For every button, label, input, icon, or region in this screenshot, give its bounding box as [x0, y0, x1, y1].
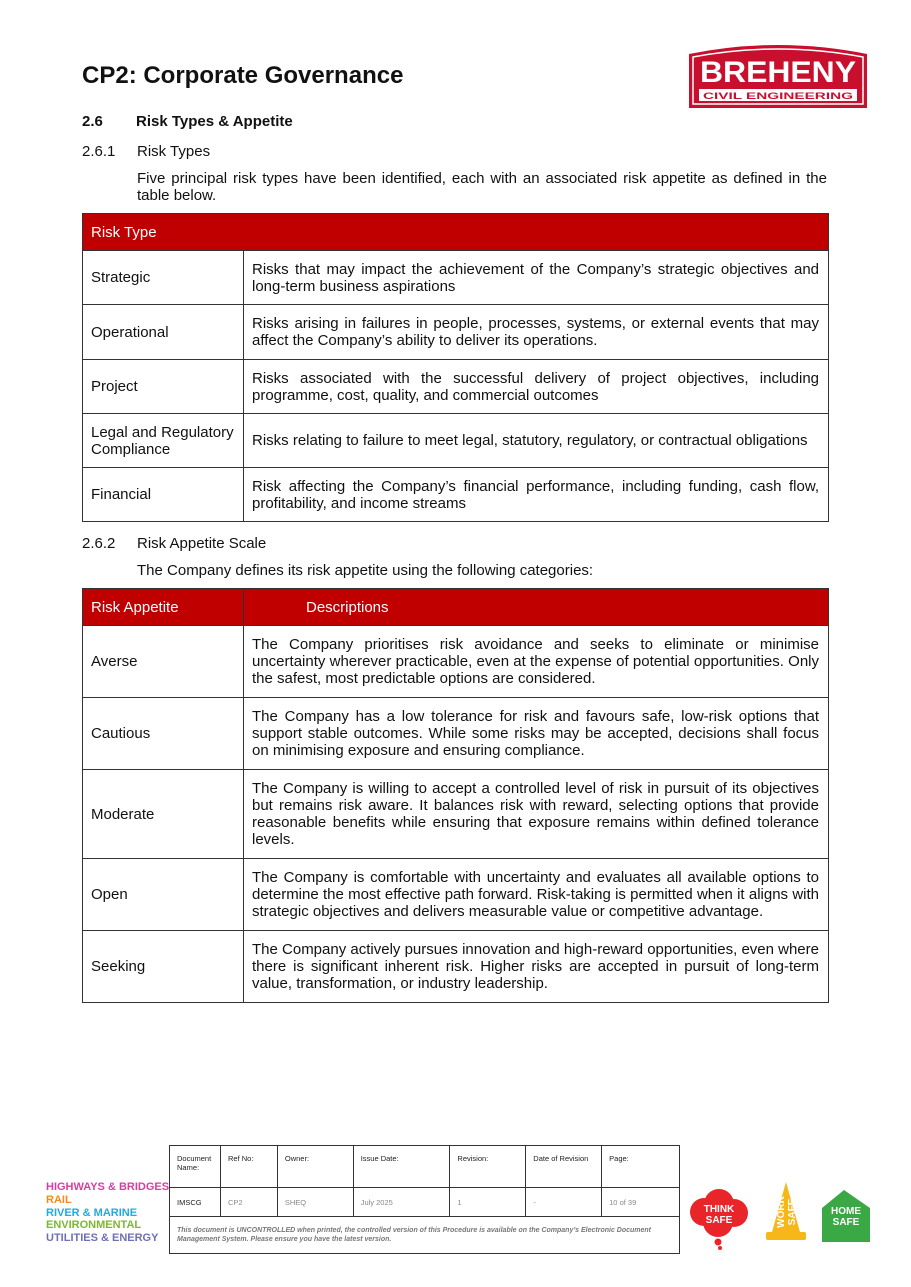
- table-header-row: [83, 589, 829, 626]
- work-safe-text: WORKSAFE: [776, 1196, 798, 1228]
- subsection-heading-appetite-scale: [82, 535, 266, 552]
- risk-description-cell: Risks relating to failure to meet legal, statutory, regulatory, or contractual obligations: [244, 414, 829, 468]
- sector-utilities-energy: UTILITIES & ENERGY: [46, 1232, 159, 1245]
- subsection-title: Risk Appetite Scale: [137, 535, 267, 552]
- table-row: [83, 626, 829, 698]
- risk-type-cell: Project: [83, 360, 244, 414]
- table-row: [83, 468, 829, 522]
- table-row: [83, 251, 829, 305]
- appetite-level-cell: Open: [83, 859, 244, 931]
- risk-description-cell: Risk affecting the Company’s financial performance, including funding, cash flow, profitability, and income streams: [244, 468, 829, 522]
- appetite-level-cell: Averse: [83, 626, 244, 698]
- table-row: [83, 360, 829, 414]
- risk-types-intro: Five principal risk types have been identified, each with an associated risk appetite as defined in the table below.: [137, 170, 827, 204]
- risk-type-cell: Financial: [83, 468, 244, 522]
- risk-type-cell: Legal and Regulatory Compliance: [83, 414, 244, 468]
- risk-description-cell: Risks that may impact the achievement of the Company’s strategic objectives and long-term business aspirations: [244, 251, 829, 305]
- table-row: [83, 931, 829, 1003]
- uncontrolled-disclaimer: This document is UNCONTROLLED when printed, the controlled version of this Procedure is available on the Company’s Electronic Document Management System. Please ensure you have the latest version.: [170, 1217, 680, 1254]
- doc-labels-row: [170, 1146, 680, 1188]
- sector-rail: RAIL: [46, 1193, 72, 1206]
- risk-appetite-intro: The Company defines its risk appetite using the following categories:: [137, 562, 594, 579]
- table-header-cell: Risk Type: [83, 214, 829, 251]
- section-heading: [82, 113, 293, 130]
- appetite-level-cell: Seeking: [83, 931, 244, 1003]
- appetite-description-cell: The Company actively pursues innovation and high-reward opportunities, even where there is significant inherent risk. Higher risks are accepted in pursuit of long-term value, transformation, or industry leadership.: [244, 931, 829, 1003]
- risk-appetite-table: [82, 588, 829, 1003]
- appetite-description-cell: The Company prioritises risk avoidance and seeks to eliminate or minimise uncertainty wherever practicable, even at the expense of potential opportunities. Only the safest, most predictable options are considered.: [244, 626, 829, 698]
- work-safe-badge: [766, 1182, 806, 1240]
- think-safe-badge: [690, 1189, 748, 1250]
- label-owner: Owner:: [277, 1146, 353, 1188]
- sector-river-marine: RIVER & MARINE: [46, 1206, 138, 1219]
- section-number: 2.6: [82, 113, 103, 130]
- value-revision: 1: [450, 1188, 526, 1217]
- subsection-heading-risk-types: [82, 143, 210, 160]
- label-ref-no: Ref No:: [220, 1146, 277, 1188]
- value-issue-date: July 2025: [353, 1188, 450, 1217]
- subsection-number: 2.6.1: [82, 143, 116, 160]
- label-issue-date: Issue Date:: [353, 1146, 450, 1188]
- column-header-descriptions: Descriptions: [244, 589, 829, 626]
- label-revision: Revision:: [450, 1146, 526, 1188]
- sector-environmental: ENVIRONMENTAL: [46, 1219, 142, 1232]
- risk-type-cell: Operational: [83, 305, 244, 360]
- appetite-description-cell: The Company is willing to accept a controlled level of risk in pursuit of its objectives but remains risk aware. It balances risk with reward, selecting options that provide reasonable benefits while ensuring that exposure remains within defined tolerance levels.: [244, 770, 829, 859]
- risk-type-cell: Strategic: [83, 251, 244, 305]
- appetite-description-cell: The Company is comfortable with uncertainty and evaluates all available options to determine the most effective path forward. Risk-taking is permitted when it aligns with strategic objectives and delivers measurable value or competitive advantage.: [244, 859, 829, 931]
- sector-list: [46, 1181, 169, 1245]
- appetite-description-cell: The Company has a low tolerance for risk and favours safe, low-risk options that support stable outcomes. While some risks may be accepted, decisions shall focus on minimising exposure and ensuring compliance.: [244, 698, 829, 770]
- table-row: [83, 698, 829, 770]
- label-document-name: Document Name:: [170, 1146, 221, 1188]
- table-row: [83, 859, 829, 931]
- breheny-logo: [687, 40, 869, 110]
- section-title: Risk Types & Appetite: [136, 113, 293, 130]
- think-safe-text: THINK SAFE: [703, 1204, 735, 1226]
- table-row: [83, 305, 829, 360]
- value-document-name: IMSCG: [170, 1188, 221, 1217]
- value-owner: SHEQ: [277, 1188, 353, 1217]
- subsection-title: Risk Types: [137, 143, 211, 160]
- risk-description-cell: Risks associated with the successful delivery of project objectives, including programme, cost, quality, and commercial outcomes: [244, 360, 829, 414]
- page-title: CP2: Corporate Governance: [82, 62, 404, 89]
- risk-types-table: [82, 213, 829, 522]
- subsection-number: 2.6.2: [82, 535, 116, 552]
- logo-wordmark: BREHENY: [700, 56, 856, 89]
- safety-badges: [688, 1182, 870, 1252]
- table-row: [83, 770, 829, 859]
- label-page: Page:: [602, 1146, 680, 1188]
- home-safe-text: HOME SAFE: [831, 1206, 861, 1228]
- value-page: 10 of 39: [602, 1188, 680, 1217]
- table-header-row: [83, 214, 829, 251]
- doc-values-row: [170, 1188, 680, 1217]
- document-control-table: [169, 1145, 680, 1254]
- value-ref-no: CP2: [220, 1188, 277, 1217]
- logo-tagline: CIVIL ENGINEERING: [703, 91, 853, 102]
- table-row: [83, 414, 829, 468]
- appetite-level-cell: Cautious: [83, 698, 244, 770]
- risk-description-cell: Risks arising in failures in people, processes, systems, or external events that may affect the Company’s ability to deliver its operations.: [244, 305, 829, 360]
- appetite-level-cell: Moderate: [83, 770, 244, 859]
- disclaimer-row: [170, 1217, 680, 1254]
- label-date-of-revision: Date of Revision: [526, 1146, 602, 1188]
- home-safe-badge: [822, 1190, 870, 1242]
- sector-highways: HIGHWAYS & BRIDGES: [46, 1181, 170, 1193]
- column-header-appetite: Risk Appetite: [83, 589, 244, 626]
- value-date-of-revision: -: [526, 1188, 602, 1217]
